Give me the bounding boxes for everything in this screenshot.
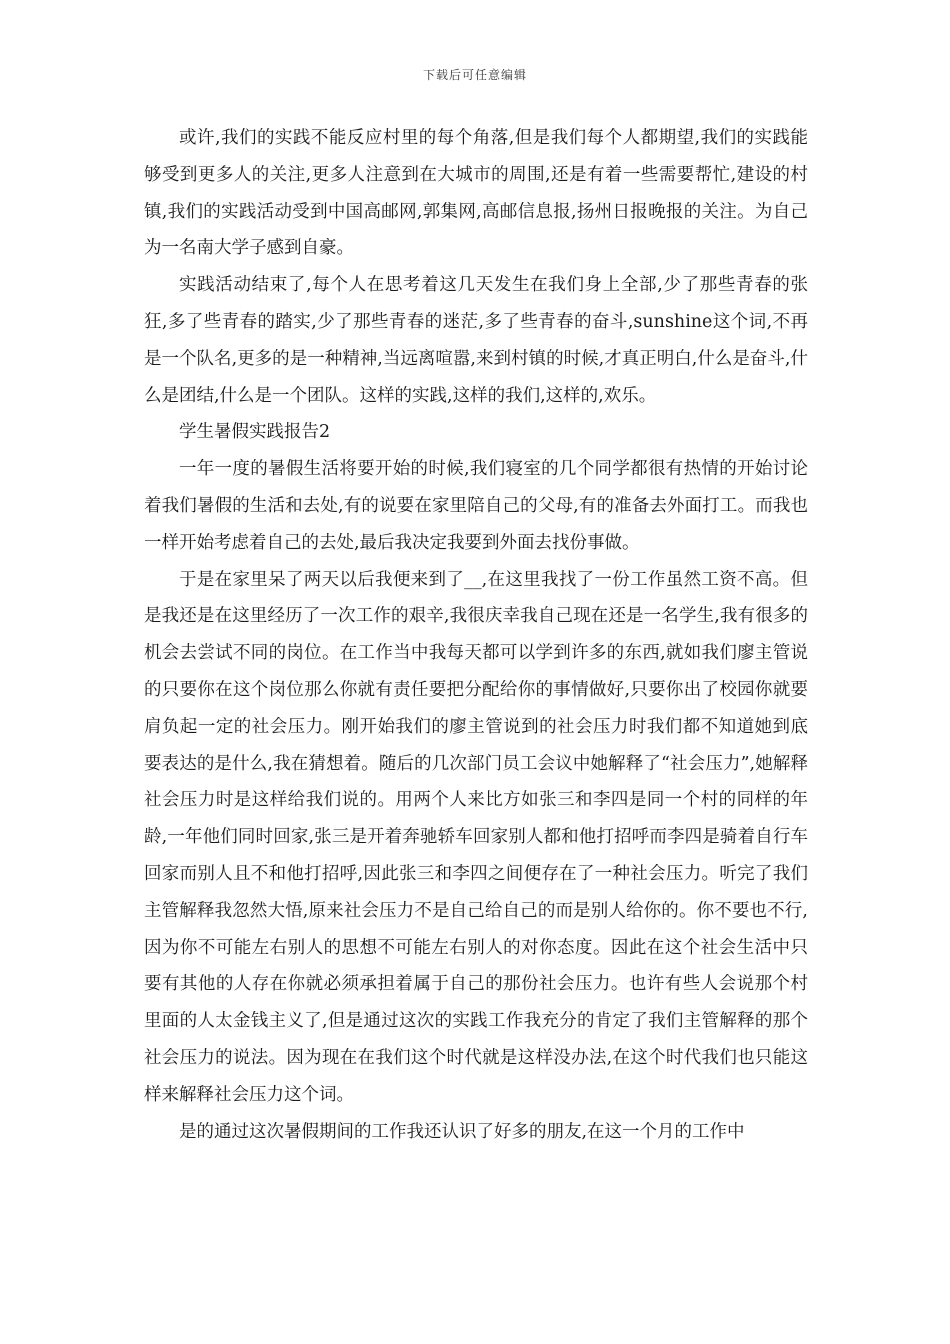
paragraph-1: 或许,我们的实践不能反应村里的每个角落,但是我们每个人都期望,我们的实践能够受到更多人的关注,更多人注意到在大城市的周围,还是有着一些需要帮忙,建设的村镇,我们的实践活动受到中国高邮网,郭集网,高邮信息报,扬州日报晚报的关注。为自己为一名南大学子感到自豪。 <box>144 128 808 259</box>
section-heading: 学生暑假实践报告2 <box>179 422 331 443</box>
paragraph-2: 实践活动结束了,每个人在思考着这几天发生在我们身上全部,少了那些青春的张狂,多了些青春的踏实,少了那些青春的迷茫,多了些青春的奋斗,sunshine这个词,不再是一个队名,更多的是一种精神,当远离喧嚣,来到村镇的时候,才真正明白,什么是奋斗,什么是团结,什么是一个团队。这样的实践,这样的我们,这样的,欢乐。 <box>144 275 808 406</box>
paragraph-4: 于是在家里呆了两天以后我便来到了__,在这里我找了一份工作虽然工资不高。但是我还是在这里经历了一次工作的艰辛,我很庆幸我自己现在还是一名学生,我有很多的机会去尝试不同的岗位。在工作当中我每天都可以学到许多的东西,就如我们廖主管说的只要你在这个岗位那么你就有责任要把分配给你的事情做好,只要你出了校园你就要肩负起一定的社会压力。刚开始我们的廖主管说到的社会压力时我们都不知道她到底要表达的是什么,我在猜想着。随后的几次部门员工会议中她解释了“社会压力”,她解释社会压力时是这样给我们说的。用两个人来比方如张三和李四是同一个村的同样的年龄,一年他们同时回家,张三是开着奔驰轿车回家别人都和他打招呼而李四是骑着自行车回家而别人且不和他打招呼,因此张三和李四之间便存在了一种社会压力。听完了我们主管解释我忽然大悟,原来社会压力不是自己给自己的而是别人给你的。你不要也不行,因为你不可能左右别人的思想不可能左右别人的对你态度。因此在这个社会生活中只要有其他的人存在你就必须承担着属于自己的那份社会压力。也许有些人会说那个村里面的人太金钱主义了,但是通过这次的实践工作我充分的肯定了我们主管解释的那个社会压力的说法。因为现在在我们这个时代就是这样没办法,在这个时代我们也只能这样来解释社会压力这个词。 <box>144 569 808 1105</box>
paragraph-5: 是的通过这次暑假期间的工作我还认识了好多的朋友,在这一个月的工作中 <box>179 1121 745 1142</box>
header-note: 下载后可任意编辑 <box>422 68 527 82</box>
document-body <box>144 120 808 1150</box>
paragraph-3: 一年一度的暑假生活将要开始的时候,我们寝室的几个同学都很有热情的开始讨论着我们暑假的生活和去处,有的说要在家里陪自己的父母,有的准备去外面打工。而我也一样开始考虑着自己的去处,最后我决定我要到外面去找份事做。 <box>144 459 808 553</box>
